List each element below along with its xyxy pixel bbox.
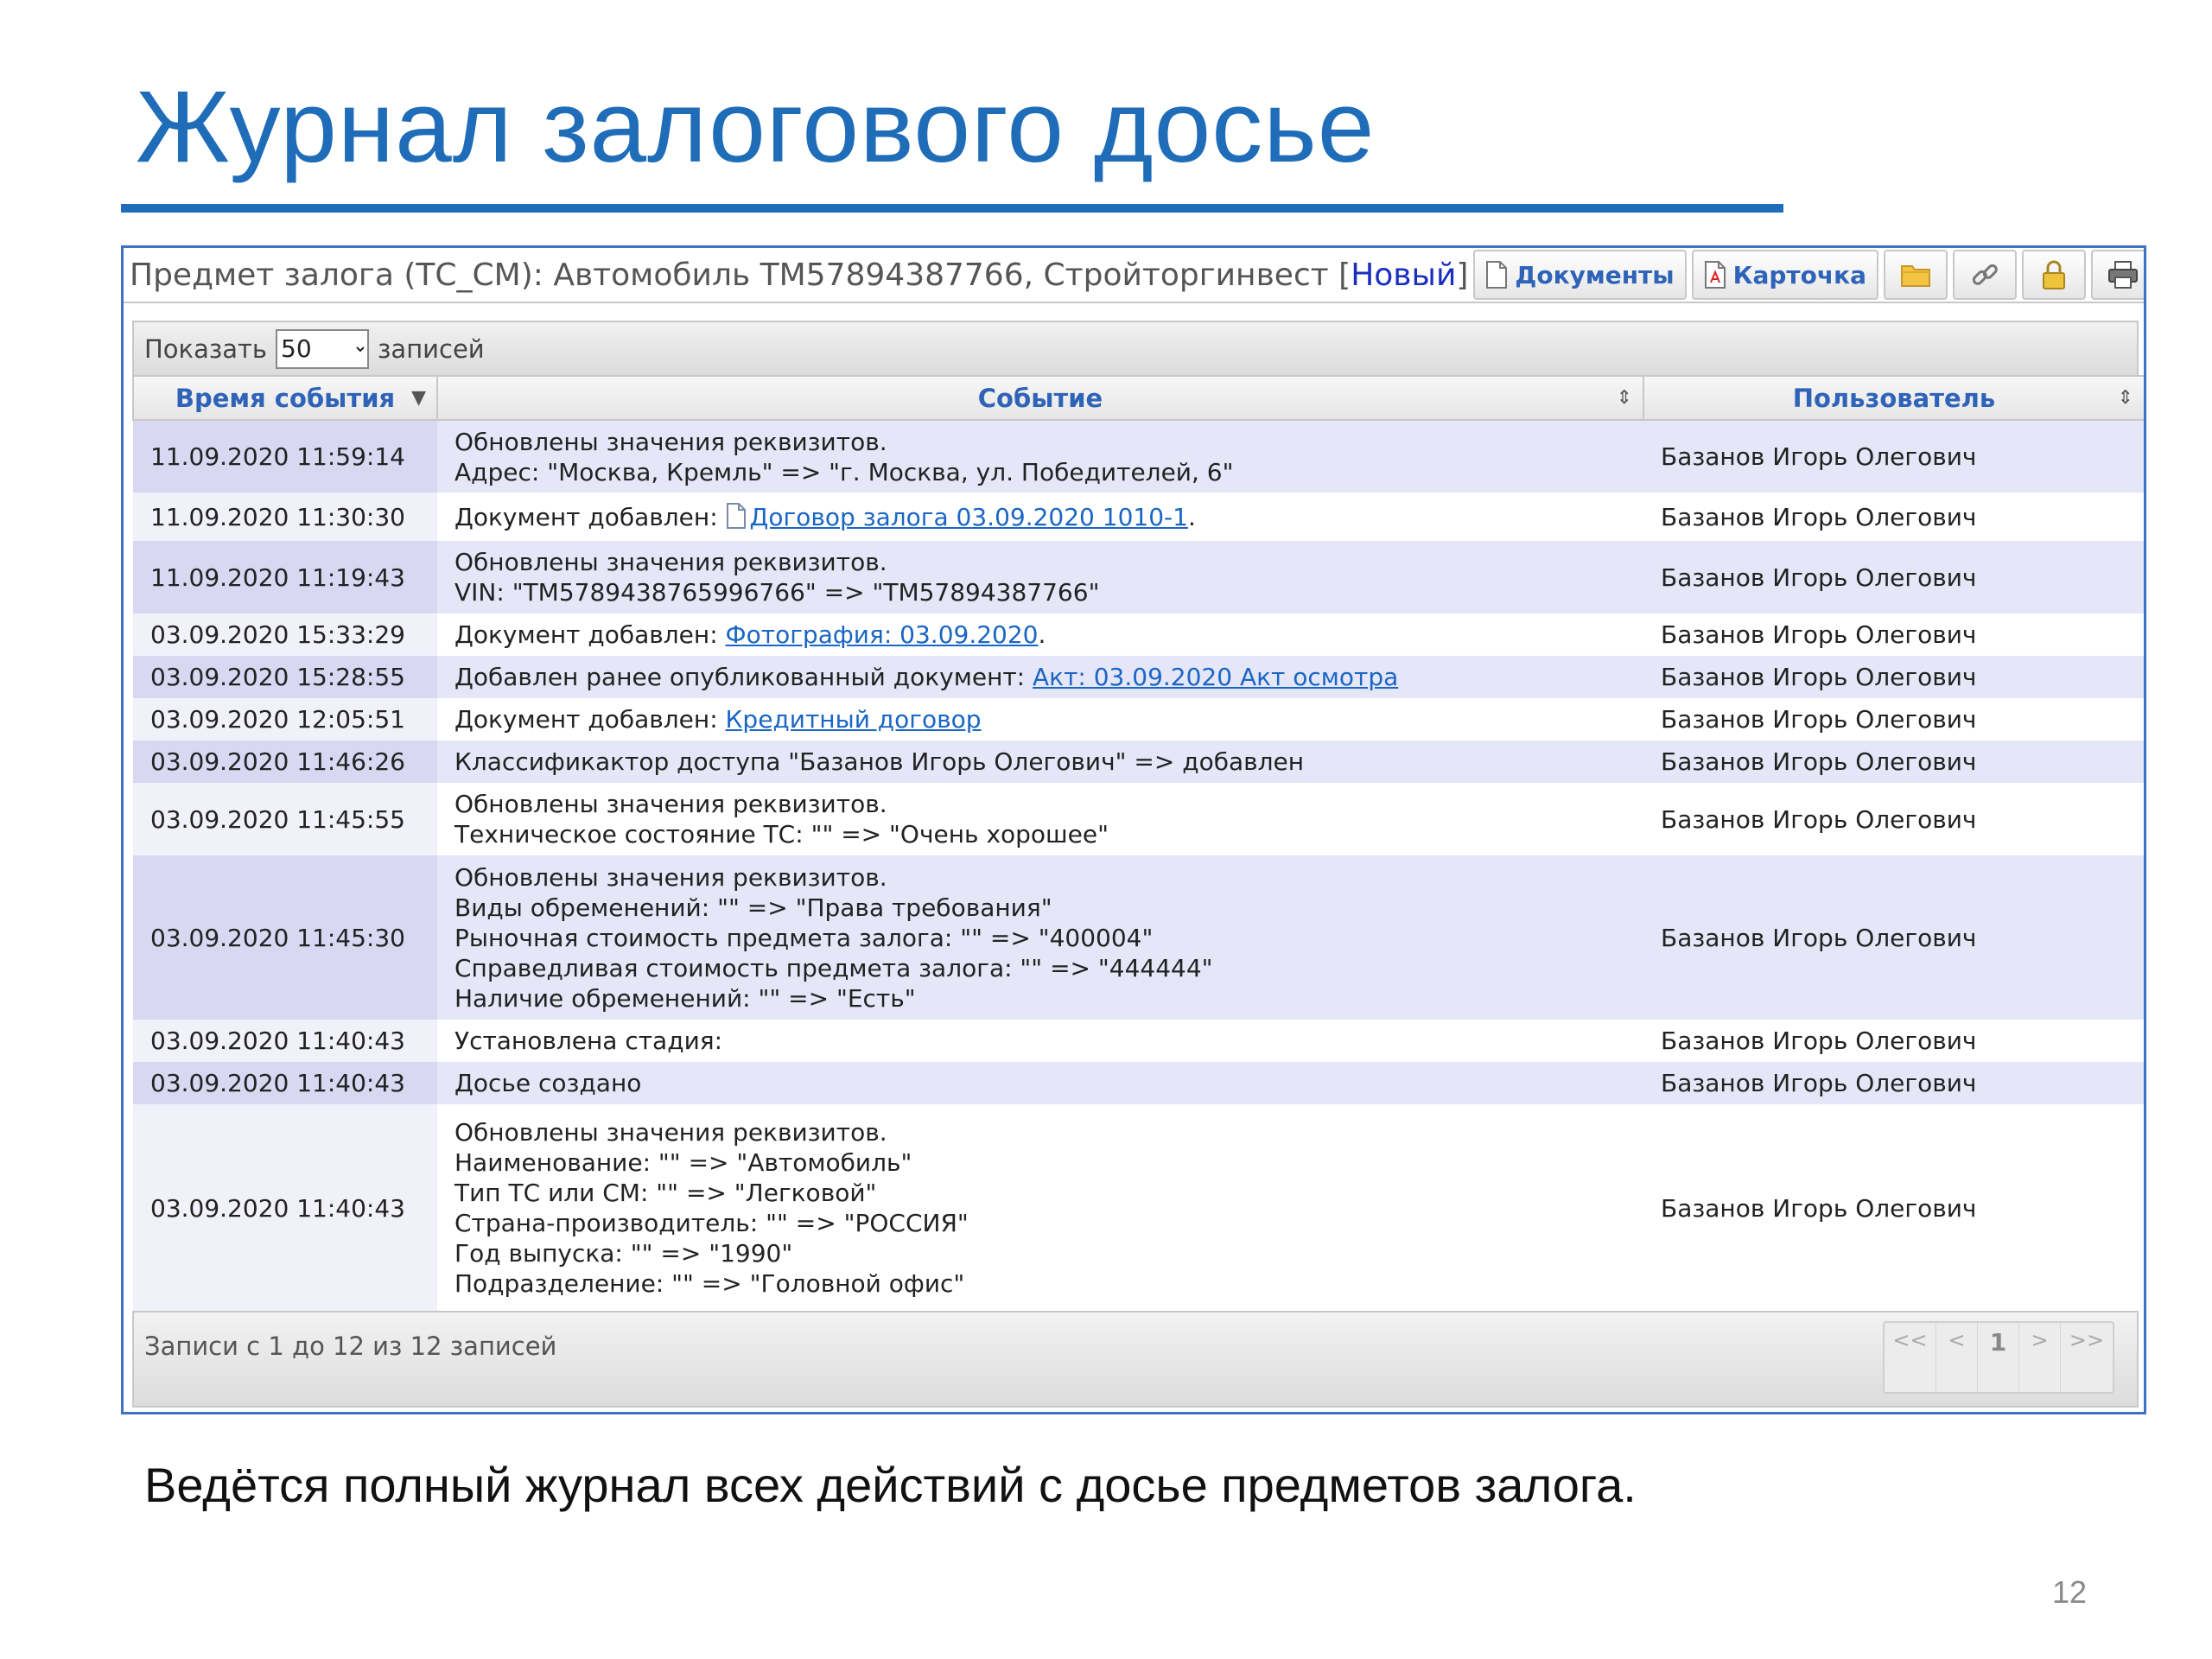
records-label: записей — [378, 334, 485, 364]
column-header-event[interactable] — [437, 376, 1643, 420]
slide-title: Журнал залогового досье — [136, 70, 1376, 184]
event-line: Рыночная стоимость предмета залога: "" => "400004" — [454, 923, 1154, 952]
journal-window — [121, 245, 2146, 1414]
event-description — [437, 541, 1643, 613]
current-page-button[interactable]: 1 — [1978, 1323, 2019, 1392]
event-line: Техническое состояние ТС: "" => "Очень хорошее" — [454, 820, 1109, 849]
event-user: Базанов Игорь Олегович — [1643, 783, 2145, 855]
event-line: VIN: "ТМ5789438765996766" => "ТМ57894387766" — [454, 578, 1100, 607]
event-description — [437, 1020, 1643, 1062]
document-link[interactable]: Акт: 03.09.2020 Акт осмотра — [1033, 663, 1399, 691]
lock-icon — [2041, 259, 2067, 290]
table-row — [133, 1062, 2145, 1104]
event-line: Установлена стадия: — [454, 1027, 723, 1055]
event-time: 03.09.2020 11:46:26 — [133, 741, 437, 783]
event-line: Досье создано — [454, 1069, 642, 1097]
table-row — [133, 1020, 2145, 1062]
status-link[interactable]: Новый — [1351, 257, 1457, 293]
event-user: Базанов Игорь Олегович — [1643, 1062, 2145, 1104]
print-button[interactable] — [2091, 250, 2146, 300]
event-description — [437, 783, 1643, 855]
event-line: Обновлены значения реквизитов. — [454, 1118, 887, 1147]
event-line: Страна-производитель: "" => "РОССИЯ" — [454, 1209, 969, 1237]
pagination — [1883, 1321, 2114, 1394]
event-description — [437, 613, 1643, 656]
event-user: Базанов Игорь Олегович — [1643, 493, 2145, 541]
event-line: Наименование: "" => "Автомобиль" — [454, 1148, 912, 1177]
event-time: 11.09.2020 11:19:43 — [133, 541, 437, 613]
card-button[interactable] — [1692, 250, 1878, 300]
link-button[interactable] — [1953, 250, 2017, 300]
journal-body — [133, 420, 2145, 1312]
event-time: 03.09.2020 11:40:43 — [133, 1104, 437, 1312]
next-page-button[interactable]: > — [2019, 1323, 2061, 1392]
event-line: Подразделение: "" => "Головной офис" — [454, 1269, 965, 1298]
documents-button[interactable] — [1473, 250, 1686, 300]
prev-page-button[interactable]: < — [1936, 1323, 1978, 1392]
event-line — [454, 662, 1643, 692]
folder-icon — [1900, 262, 1931, 288]
table-row — [133, 741, 2145, 783]
link-icon — [1970, 260, 1999, 289]
event-line: Обновлены значения реквизитов. — [454, 790, 887, 818]
subject-header — [124, 248, 2144, 303]
page-number: 12 — [2052, 1574, 2088, 1610]
column-header-time-label: Время события — [175, 383, 396, 413]
lock-button[interactable] — [2022, 250, 2086, 300]
event-user: Базанов Игорь Олегович — [1643, 741, 2145, 783]
toolbar — [1468, 250, 2146, 300]
sort-both-icon: ⇕ — [2117, 387, 2133, 409]
table-row — [133, 783, 2145, 855]
page-size-select[interactable] — [276, 329, 369, 369]
event-prefix: Добавлен ранее опубликованный документ: — [454, 663, 1033, 691]
event-line: Классификактор доступа "Базанов Игорь Олегович" => добавлен — [454, 747, 1305, 776]
subject-title — [124, 257, 1468, 293]
print-icon — [2107, 260, 2139, 289]
event-description — [437, 656, 1643, 698]
table-row — [133, 420, 2145, 493]
event-user: Базанов Игорь Олегович — [1643, 420, 2145, 493]
event-suffix: . — [1187, 502, 1196, 531]
event-description — [437, 741, 1643, 783]
event-user: Базанов Игорь Олегович — [1643, 613, 2145, 656]
event-line: Адрес: "Москва, Кремль" => "г. Москва, ул. Победителей, 6" — [454, 457, 1234, 486]
event-prefix: Документ добавлен: — [454, 502, 726, 531]
event-user: Базанов Игорь Олегович — [1643, 1020, 2145, 1062]
event-line: Год выпуска: "" => "1990" — [454, 1239, 793, 1268]
event-prefix: Документ добавлен: — [454, 705, 726, 734]
column-header-user[interactable] — [1643, 376, 2145, 420]
column-header-event-label: Событие — [977, 383, 1103, 413]
event-line: Наличие обременений: "" => "Есть" — [454, 983, 916, 1013]
event-user: Базанов Игорь Олегович — [1643, 656, 2145, 698]
event-time: 03.09.2020 11:40:43 — [133, 1020, 437, 1062]
event-line: Обновлены значения реквизитов. — [454, 427, 887, 456]
event-time: 03.09.2020 12:05:51 — [133, 698, 437, 741]
event-line: Виды обременений: "" => "Права требования" — [454, 893, 1052, 922]
column-header-time[interactable] — [133, 376, 437, 420]
event-line — [454, 502, 1643, 532]
event-description — [437, 1062, 1643, 1104]
event-description — [437, 855, 1643, 1020]
event-line: Справедливая стоимость предмета залога: "" => "444444" — [454, 953, 1213, 982]
document-link[interactable]: Фотография: 03.09.2020 — [725, 620, 1039, 649]
title-underline — [121, 204, 1783, 213]
records-info: Записи с 1 до 12 из 12 записей — [144, 1332, 557, 1361]
folder-button[interactable] — [1884, 250, 1948, 300]
event-user: Базанов Игорь Олегович — [1643, 1104, 2145, 1312]
event-description — [437, 698, 1643, 741]
document-icon — [1485, 261, 1508, 289]
event-suffix: . — [1038, 620, 1046, 649]
column-header-user-label: Пользователь — [1792, 383, 1996, 413]
table-row — [133, 855, 2145, 1020]
subject-suffix: ] — [1456, 257, 1469, 293]
event-user: Базанов Игорь Олегович — [1643, 698, 2145, 741]
sort-both-icon: ⇕ — [1616, 387, 1632, 409]
event-time: 03.09.2020 11:40:43 — [133, 1062, 437, 1104]
event-time: 03.09.2020 15:33:29 — [133, 613, 437, 656]
event-time: 11.09.2020 11:59:14 — [133, 420, 437, 493]
page-size-control — [132, 321, 2139, 375]
subject-prefix: Предмет залога (ТС_СМ): Автомобиль ТМ57894387766, Стройторгинвест [ — [130, 257, 1351, 293]
table-row — [133, 698, 2145, 741]
event-time: 11.09.2020 11:30:30 — [133, 493, 437, 541]
document-icon — [726, 503, 747, 529]
table-row — [133, 1104, 2145, 1312]
table-row — [133, 613, 2145, 656]
event-line: Обновлены значения реквизитов. — [454, 862, 887, 892]
event-line: Тип ТС или СМ: "" => "Легковой" — [454, 1179, 877, 1207]
show-label: Показать — [144, 334, 268, 364]
event-description — [437, 1104, 1643, 1312]
event-time: 03.09.2020 15:28:55 — [133, 656, 437, 698]
event-time: 03.09.2020 11:45:55 — [133, 783, 437, 855]
last-page-button[interactable]: >> — [2069, 1328, 2105, 1352]
sort-desc-icon: ▼ — [411, 387, 426, 409]
event-user: Базанов Игорь Олегович — [1643, 541, 2145, 613]
journal-table — [132, 375, 2145, 1312]
table-footer — [132, 1311, 2139, 1408]
document-link[interactable]: Договор залога 03.09.2020 1010-1 — [749, 502, 1188, 531]
document-link[interactable]: Кредитный договор — [725, 705, 982, 734]
event-description — [437, 420, 1643, 493]
table-header-row — [133, 376, 2145, 420]
table-row — [133, 541, 2145, 613]
event-description — [437, 493, 1643, 541]
event-prefix: Документ добавлен: — [454, 620, 726, 649]
slide-caption: Ведётся полный журнал всех действий с досье предметов залога. — [144, 1458, 1637, 1512]
event-line: Обновлены значения реквизитов. — [454, 548, 887, 576]
documents-label: Документы — [1515, 260, 1675, 289]
event-line — [454, 620, 1643, 650]
card-label: Карточка — [1732, 260, 1867, 289]
first-page-button[interactable]: << — [1885, 1323, 1936, 1392]
event-user: Базанов Игорь Олегович — [1643, 855, 2145, 1020]
event-line — [454, 704, 1643, 734]
pdf-card-icon — [1704, 261, 1726, 289]
table-row — [133, 493, 2145, 541]
event-time: 03.09.2020 11:45:30 — [133, 855, 437, 1020]
table-row — [133, 656, 2145, 698]
